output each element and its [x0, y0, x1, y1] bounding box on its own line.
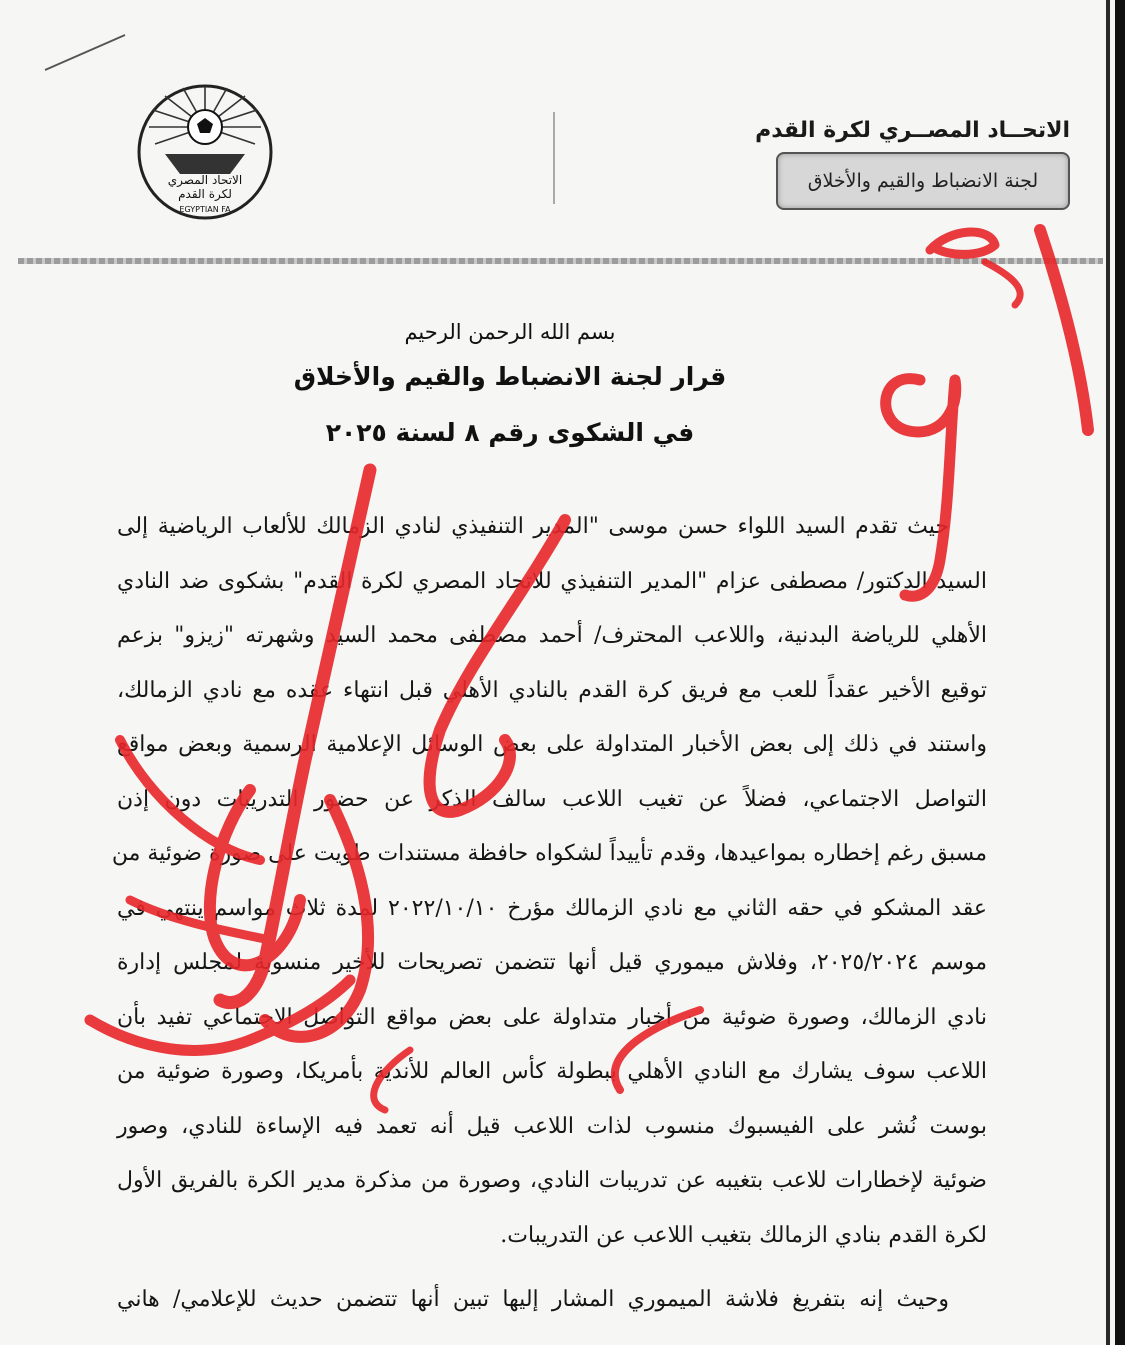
body-line: موسم ٢٠٢٥/٢٠٢٤، وفلاش ميموري قيل أنها تتضمن تصريحات للأخير منسوبة لمجلس إدارة — [117, 950, 988, 975]
complaint-number: في الشكوى رقم ٨ لسنة ٢٠٢٥ — [325, 418, 695, 447]
header-divider — [553, 112, 555, 204]
pen-stroke-mark — [40, 30, 130, 80]
scan-border — [1106, 0, 1110, 1345]
scan-edge-shadow — [1115, 0, 1125, 1345]
body-line: السيد الدكتور/ مصطفى عزام "المدير التنفيذي للاتحاد المصري لكرة القدم" بشكوى ضد النادي — [117, 568, 987, 594]
body-line: توقيع الأخير عقداً للعب مع فريق كرة القدم بالنادي الأهلي قبل انتهاء عقده مع نادي الزمالك، — [117, 677, 987, 703]
basmala: بسم الله الرحمن الرحيم — [404, 320, 616, 344]
body-line: لكرة القدم بنادي الزمالك بتغيب اللاعب عن التدريبات. — [500, 1222, 987, 1248]
body-line: حيث تقدم السيد اللواء حسن موسى "المدير التنفيذي لنادي الزمالك للألعاب الرياضية إلى — [117, 514, 949, 539]
body-line: عقد المشكو في حقه الثاني مع نادي الزمالك مؤرخ ٢٠٢٢/١٠/١٠ لمدة ثلاث مواسم ينتهي في — [117, 895, 987, 921]
logo-text-line3: EGYPTIAN FA — [179, 205, 231, 214]
body-line: واستند في ذلك إلى بعض الأخبار المتداولة على بعض الوسائل الإعلامية الرسمية وبعض مواقع — [117, 732, 987, 757]
logo-text-line1: الاتحاد المصري — [167, 173, 243, 187]
body-line: نادي الزمالك، وصورة ضوئية من أخبار متداولة على بعض مواقع التواصل الاجتماعي تفيد بأن — [117, 1004, 987, 1030]
header-separator-rule — [18, 258, 1103, 264]
federation-name: الاتحــاد المصــري لكرة القدم — [755, 118, 1070, 143]
body-line: وحيث إنه بتفريغ فلاشة الميموري المشار إليها تبين أنها تتضمن حديث للإعلامي/ هاني — [117, 1287, 949, 1312]
logo-text-line2: لكرة القدم — [178, 187, 232, 201]
egyptian-fa-logo-icon — [135, 82, 275, 222]
paragraph-1 — [111, 500, 988, 1263]
committee-name-box — [776, 152, 1070, 210]
paragraph-2 — [117, 1273, 987, 1328]
committee-name: لجنة الانضباط والقيم والأخلاق — [807, 170, 1039, 192]
decision-title: قرار لجنة الانضباط والقيم والأخلاق — [293, 362, 727, 391]
body-line: التواصل الاجتماعي، فضلاً عن تغيب اللاعب سالف الذكر عن حضور التدريبات دون إذن — [117, 786, 987, 812]
decision-body — [111, 500, 988, 1328]
body-line: الأهلي للرياضة البدنية، واللاعب المحترف/ أحمد مصطفى محمد السيد وشهرته "زيزو" بزعم — [117, 623, 987, 648]
body-line: بوست نُشر على الفيسبوك منسوب لذات اللاعب قيل أنه تعمد فيه الإساءة للنادي، وصور — [117, 1113, 987, 1139]
body-line: ضوئية لإخطارات للاعب بتغيبه عن تدريبات النادي، وصورة من مذكرة مدير الكرة بالفريق الأول — [117, 1168, 987, 1193]
body-line: اللاعب سوف يشارك مع النادي الأهلي ببطولة كأس العالم للأندية بأمريكا، وصورة ضوئية من — [117, 1059, 987, 1084]
body-line: مسبق رغم إخطاره بمواعيدها، وقدم تأييداً لشكواه حافظة مستندات طويت على صورة ضوئية من — [111, 841, 987, 866]
